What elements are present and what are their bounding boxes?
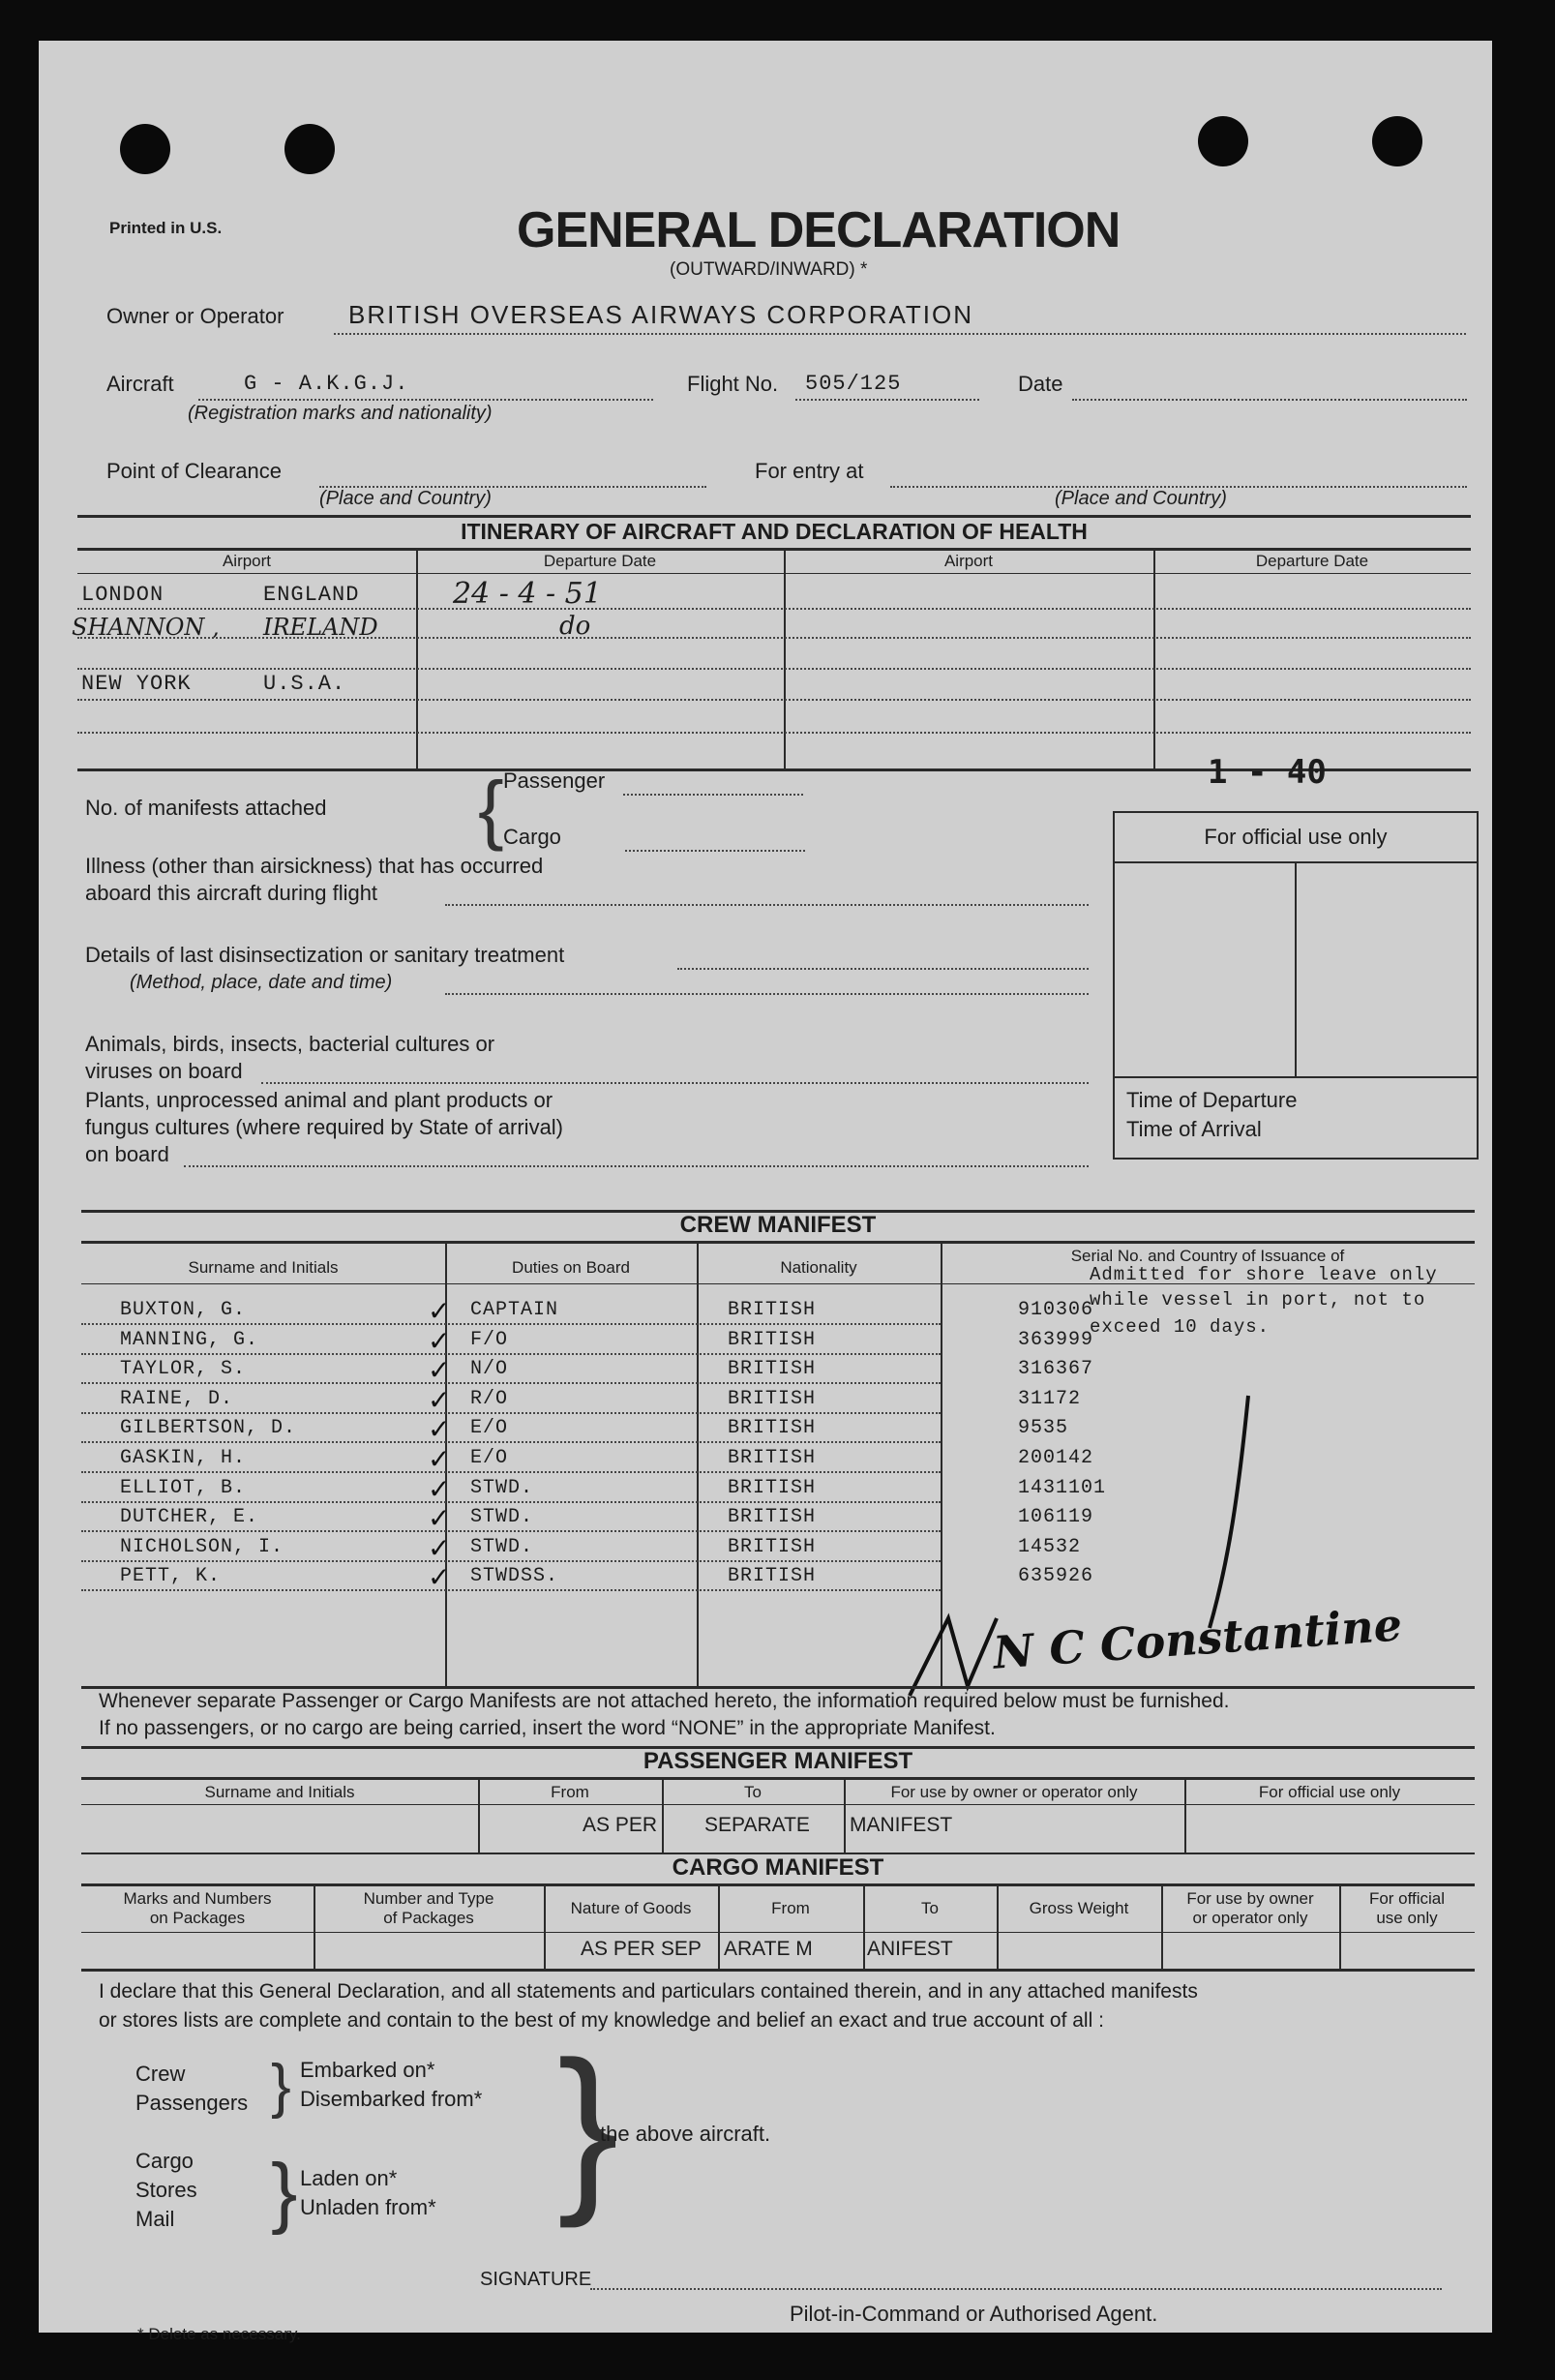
cargo-value-c: ANIFEST [867,1938,953,1960]
passenger-line [623,794,803,796]
check-mark-icon: ✓ [428,1472,451,1505]
crew-row-nationality: BRITISH [728,1358,817,1381]
crew-row-rule [81,1530,941,1532]
cargo-value-a: AS PER SEP [581,1938,702,1960]
itinerary-row-rule [77,732,1471,734]
crew-row-rule [81,1441,941,1443]
passenger-col-owner: For use by owner or operator only [890,1783,1138,1801]
crew-row-serial: 9535 [1018,1417,1069,1440]
declaration-above: the above aircraft. [600,2122,771,2146]
cargo-line [625,850,805,852]
crew-row-nationality: BRITISH [728,1299,817,1321]
crew-row-serial: 31172 [1018,1387,1082,1410]
crew-row-serial: 1431101 [1018,1476,1107,1499]
crew-row-nationality: BRITISH [728,1476,817,1499]
itinerary-row-3-airport: NEW YORK [81,672,192,696]
crew-row-serial: 910306 [1018,1299,1094,1321]
crew-row-duty: E/O [470,1447,509,1469]
declaration-unladen: Unladen from* [300,2195,436,2219]
flight-value: 505/125 [805,372,902,396]
cargo-col-nature: Nature of Goods [570,1899,692,1917]
declaration-mail: Mail [135,2207,175,2231]
crew-row-nationality: BRITISH [728,1506,817,1529]
crew-col-duties: Duties on Board [512,1258,630,1277]
crew-col-name: Surname and Initials [188,1258,339,1277]
crew-row-nationality: BRITISH [728,1328,817,1351]
passenger-manifest-title: PASSENGER MANIFEST [643,1748,913,1774]
cargo-col-marks-1: Marks and Numbers [123,1889,272,1908]
itinerary-row-1-country: ENGLAND [263,583,360,607]
cargo-col-to: To [921,1899,939,1917]
itinerary-row-2-country: IRELAND [263,614,378,641]
clearance-label: Point of Clearance [106,459,282,483]
crew-bottom-rule [81,1686,1475,1689]
time-of-arrival: Time of Arrival [1126,1117,1262,1141]
passenger-col-from: From [551,1783,589,1801]
cargo-col-weight: Gross Weight [1029,1899,1129,1917]
official-box-rule [1115,1076,1477,1078]
brace: { [478,766,504,852]
time-of-departure: Time of Departure [1126,1088,1298,1112]
brace: } [271,2148,298,2236]
cargo-label: Cargo [503,825,561,849]
crew-row-rule [81,1471,941,1473]
signature-line [590,2288,1442,2290]
col-airport: Airport [222,552,272,570]
crew-row-duty: CAPTAIN [470,1299,559,1321]
crew-row-nationality: BRITISH [728,1387,817,1410]
declaration-laden: Laden on* [300,2166,398,2190]
crew-row-nationality: BRITISH [728,1535,817,1558]
crew-divider [697,1243,699,1686]
entry-label: For entry at [755,459,864,483]
passenger-owner-value: MANIFEST [850,1814,953,1836]
flight-line [795,399,979,401]
itinerary-divider [784,550,786,768]
crew-row-name: ELLIOT, B. [120,1476,247,1499]
itinerary-divider [416,550,418,768]
crew-row-serial: 14532 [1018,1535,1082,1558]
date-label: Date [1018,372,1063,396]
animals-line-2: viruses on board [85,1059,243,1083]
crew-head-rule [81,1241,1475,1244]
disinsect-line-2: (Method, place, date and time) [130,972,393,993]
plants-line-1: Plants, unprocessed animal and plant products or [85,1088,553,1112]
signature-label: SIGNATURE [480,2269,592,2290]
passenger-col-name: Surname and Initials [204,1783,355,1801]
crew-row-rule [81,1589,941,1591]
crew-title: CREW MANIFEST [679,1212,877,1238]
brace: } [557,2024,619,2229]
crew-row-duty: STWD. [470,1476,534,1499]
cargo-col-owner-2: or operator only [1192,1909,1308,1927]
declaration-disembarked: Disembarked from* [300,2087,483,2111]
crew-row-nationality: BRITISH [728,1565,817,1588]
itinerary-row-1-date: 24 - 4 - 51 [453,577,602,611]
disinsect-answer-line [677,968,1089,970]
crew-row-duty: F/O [470,1328,509,1351]
itinerary-top-rule [77,515,1471,518]
crew-row-rule [81,1560,941,1562]
illness-line-2: aboard this aircraft during flight [85,881,378,905]
declaration-stores: Stores [135,2178,197,2202]
itinerary-head-rule [77,548,1471,551]
crew-row-name: TAYLOR, S. [120,1358,247,1381]
check-mark-icon: ✓ [428,1383,451,1416]
cargo-divider [997,1885,999,1969]
crew-row-name: BUXTON, G. [120,1299,247,1321]
plants-line-2: fungus cultures (where required by State of arrival) [85,1115,564,1139]
check-mark-icon: ✓ [428,1502,451,1535]
clearance-hint: (Place and Country) [319,488,492,509]
animals-line-1: Animals, birds, insects, bacterial cultures or [85,1032,495,1056]
cargo-manifest-title: CARGO MANIFEST [672,1854,884,1881]
disinsect-answer-line [445,993,1089,995]
check-mark-icon: ✓ [428,1413,451,1446]
declaration-crew: Crew [135,2062,186,2086]
check-mark-icon: ✓ [428,1324,451,1357]
crew-row-name: NICHOLSON, I. [120,1535,284,1558]
note-line-1: Whenever separate Passenger or Cargo Manifests are not attached hereto, the information required below must be furnished. [99,1690,1230,1712]
itinerary-row-1-airport: LONDON [81,583,164,607]
crew-row-rule [81,1382,941,1384]
check-mark-icon: ✓ [428,1561,451,1594]
cargo-col-from: From [771,1899,810,1917]
itinerary-row-3-country: U.S.A. [263,672,346,696]
cargo-col-number-1: Number and Type [363,1889,494,1908]
itinerary-title: ITINERARY OF AIRCRAFT AND DECLARATION OF HEALTH [461,519,1088,544]
itinerary-divider [1153,550,1155,768]
passenger-to-value: SEPARATE [704,1814,810,1836]
cargo-col-owner-1: For use by owner [1186,1889,1314,1908]
crew-signature: N C Constantine [991,1598,1404,1679]
crew-row-name: GILBERTSON, D. [120,1417,297,1440]
owner-label: Owner or Operator [106,304,284,328]
brace: } [271,2053,291,2120]
owner-line [334,333,1466,335]
plants-line-3: on board [85,1142,169,1166]
animals-answer-line [261,1082,1089,1084]
declaration-line-2: or stores lists are complete and contain to the best of my knowledge and belief an exact and true account of all : [99,2009,1104,2032]
crew-row-name: MANNING, G. [120,1328,259,1351]
crew-row-rule [81,1412,941,1414]
crew-row-duty: STWD. [470,1506,534,1529]
punch-hole [1198,116,1248,166]
passenger-col-to: To [744,1783,762,1801]
punch-hole [120,124,170,174]
crew-note-1: Admitted for shore leave only [1090,1264,1438,1285]
declaration-embarked: Embarked on* [300,2058,435,2082]
official-use-box [1113,811,1479,1160]
cargo-col-rule [81,1932,1475,1933]
crew-row-duty: R/O [470,1387,509,1410]
punch-hole [1372,116,1422,166]
aircraft-label: Aircraft [106,372,174,396]
check-mark-icon: ✓ [428,1531,451,1564]
itinerary-row-rule [77,637,1471,639]
col-departure: Departure Date [543,552,657,570]
itinerary-col-rule [77,573,1471,574]
cargo-head-rule [81,1883,1475,1886]
crew-col-nationality: Nationality [780,1258,857,1277]
manifests-label: No. of manifests attached [85,796,327,820]
crew-row-serial: 200142 [1018,1447,1094,1469]
crew-row-nationality: BRITISH [728,1447,817,1469]
passenger-from-value: AS PER [583,1814,658,1836]
declaration-cargo: Cargo [135,2149,194,2173]
passenger-col-official: For official use only [1258,1783,1401,1801]
declaration-passengers: Passengers [135,2091,249,2115]
crew-col-serial: Serial No. and Country of Issuance of [1070,1247,1345,1265]
cargo-col-official-1: For official [1368,1889,1446,1908]
owner-value: BRITISH OVERSEAS AIRWAYS CORPORATION [348,300,974,329]
page-subtitle: (OUTWARD/INWARD) * [670,259,868,280]
cargo-divider [544,1885,546,1969]
crew-row-duty: STWDSS. [470,1565,559,1588]
footnote: * Delete as necessary. [137,2325,301,2343]
itinerary-row-rule [77,608,1471,610]
declaration-line-1: I declare that this General Declaration, and all statements and particulars contained therein, and in any attached manifests [99,1980,1198,2003]
crew-row-serial: 106119 [1018,1506,1094,1529]
flight-label: Flight No. [687,372,779,396]
passenger-col-rule [81,1804,1475,1805]
page-title: GENERAL DECLARATION [517,202,1121,258]
illness-line-1: Illness (other than airsickness) that has occurred [85,854,544,878]
signature-caption: Pilot-in-Command or Authorised Agent. [790,2302,1158,2326]
col-airport-2: Airport [943,552,994,570]
cargo-divider [863,1885,865,1969]
check-mark-icon: ✓ [428,1443,451,1475]
cargo-col-number-2: of Packages [383,1909,474,1927]
crew-row-name: RAINE, D. [120,1387,234,1410]
itinerary-row-2-airport: SHANNON , [72,614,220,641]
cargo-value-b: ARATE M [724,1938,813,1960]
cargo-col-marks-2: on Packages [149,1909,246,1927]
passenger-head-rule [81,1777,1475,1780]
disinsect-line-1: Details of last disinsectization or sanitary treatment [85,943,565,967]
crew-row-duty: E/O [470,1417,509,1440]
col-departure-2: Departure Date [1255,552,1369,570]
passenger-label: Passenger [503,768,606,793]
itinerary-row-rule [77,699,1471,701]
aircraft-hint: (Registration marks and nationality) [188,403,493,424]
itinerary-row-rule [77,668,1471,670]
check-mark-icon: ✓ [428,1295,451,1327]
cargo-bottom-rule [81,1969,1475,1972]
manifest-reference: 1 - 40 [1208,753,1327,792]
cargo-divider [718,1885,720,1969]
printed-in: Printed in U.S. [109,219,223,237]
crew-row-name: PETT, K. [120,1565,222,1588]
cargo-col-official-2: use only [1376,1909,1438,1927]
crew-row-duty: STWD. [470,1535,534,1558]
check-mark-icon: ✓ [428,1354,451,1387]
crew-row-rule [81,1501,941,1503]
official-box-title: For official use only [1204,825,1388,849]
date-line [1072,399,1467,401]
crew-row-rule [81,1323,941,1325]
entry-hint: (Place and Country) [1055,488,1227,509]
crew-note-3: exceed 10 days. [1090,1316,1271,1338]
crew-row-name: DUTCHER, E. [120,1506,259,1529]
official-box-divider [1295,861,1297,1076]
illness-answer-line [445,904,1089,906]
crew-row-name: GASKIN, H. [120,1447,247,1469]
crew-row-rule [81,1353,941,1355]
crew-row-serial: 363999 [1018,1328,1094,1351]
declaration-form [39,41,1492,2343]
note-line-2: If no passengers, or no cargo are being carried, insert the word “NONE” in the appropriate Manifest. [99,1717,996,1739]
crew-note-2: while vessel in port, not to [1090,1289,1426,1311]
crew-row-serial: 635926 [1018,1565,1094,1588]
crew-row-serial: 316367 [1018,1358,1094,1381]
itinerary-row-2-date: do [559,612,591,641]
crew-row-nationality: BRITISH [728,1417,817,1440]
crew-row-duty: N/O [470,1358,509,1381]
aircraft-line [198,399,653,401]
aircraft-value: G - A.K.G.J. [244,372,409,396]
punch-hole [284,124,335,174]
plants-answer-line [184,1165,1089,1167]
crew-col-rule [81,1283,1475,1284]
